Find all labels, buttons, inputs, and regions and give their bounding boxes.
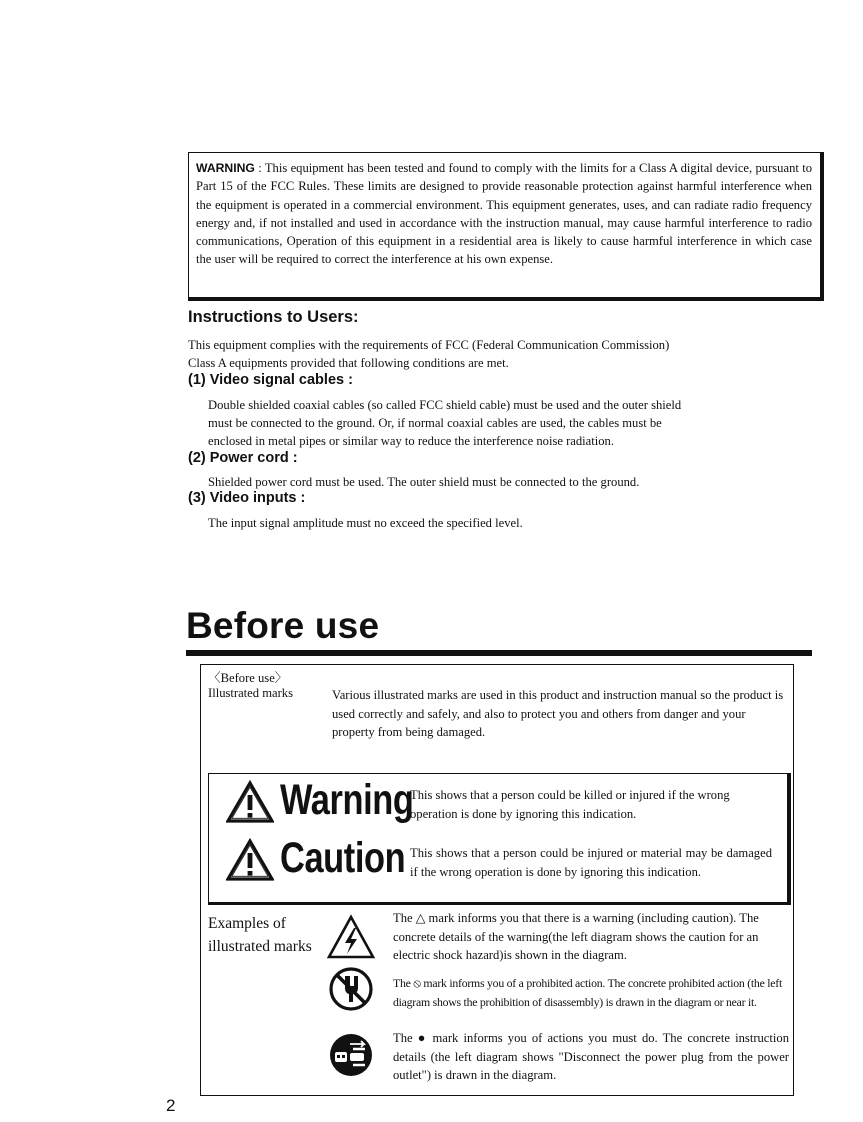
item-power-cord-line1: Shielded power cord must be used. The outer shield must be connected to the ground. — [208, 475, 640, 489]
before-use-tag: 〈Before use〉 — [208, 671, 288, 685]
examples-title — [208, 912, 312, 958]
caution-triangle-icon — [226, 838, 274, 882]
item-video-inputs-line1: The input signal amplitude must no exceed the specified level. — [208, 516, 523, 530]
mandatory-mark-text: The ● mark informs you of actions you must do. The concrete instruction details (the left diagram shows "Disconnect the power plug from the power outlet") is drawn in the diagram. — [393, 1031, 789, 1082]
item-video-signal-title: (1) Video signal cables : — [188, 372, 353, 388]
prohibited-mark-text: The ⦸ mark informs you of a prohibited action. The concrete prohibited action (the left diagram shows the prohibition of disassembly) is drawn in the diagram or near it. — [393, 976, 782, 1009]
fcc-warning-text: : This equipment has been tested and found to comply with the limits for a Class A digital device, pursuant to Part 15 of the FCC Rules. These limits are designed to provide reasonable protection against harmful interference when the equipment is operated in a commercial environment. This equipment generates, uses, and can radiate radio frequency energy and, if not installed and used in accordance with the instruction manual, may cause harmful interference to radio communications, Operation of this equipment in a residential area is likely to cause harmful interference in which case the user will be required to correct the interference at his own expense. — [196, 161, 812, 267]
caution-description: This shows that a person could be injured or material may be damaged if the wrong operation is done by ignoring this indication. — [410, 846, 772, 879]
examples-title-line2: illustrated marks — [208, 938, 312, 955]
examples-title-line1: Examples of — [208, 915, 286, 932]
electric-shock-triangle-icon — [326, 914, 376, 960]
warning-description: This shows that a person could be killed or injured if the wrong operation is done by ignoring this indication. — [410, 788, 730, 821]
caution-word: Caution — [280, 834, 406, 882]
disconnect-plug-icon — [328, 1032, 374, 1078]
item-video-signal-line2: must be connected to the ground. Or, if normal coaxial cables are used, the cables must be — [208, 416, 662, 430]
item-power-cord-title: (2) Power cord : — [188, 450, 298, 466]
no-disassembly-icon — [328, 966, 374, 1012]
instructions-heading: Instructions to Users: — [188, 308, 359, 326]
instructions-intro-line1: This equipment complies with the requirements of FCC (Federal Communication Commission) — [188, 338, 670, 352]
before-use-title: Before use — [186, 605, 380, 646]
warning-word: Warning — [280, 776, 414, 824]
illustrated-marks-text: Various illustrated marks are used in this product and instruction manual so the product is used correctly and safely, and also to protect you and others from danger and your property from being damaged. — [332, 688, 784, 739]
triangle-mark-text: The △ mark informs you that there is a warning (including caution). The concrete details of the warning(the left diagram shows the caution for an electric shock hazard)is shown in the diagram. — [393, 911, 759, 962]
page-number: 2 — [166, 1096, 176, 1115]
fcc-warning-label: WARNING — [196, 161, 255, 175]
before-use-rule — [186, 650, 812, 656]
item-video-inputs-title: (3) Video inputs : — [188, 490, 306, 506]
warning-triangle-icon — [226, 780, 274, 824]
instructions-intro-line2: Class A equipments provided that following conditions are met. — [188, 356, 509, 370]
fcc-warning-box — [188, 152, 824, 301]
item-video-signal-line1: Double shielded coaxial cables (so called FCC shield cable) must be used and the outer shield — [208, 398, 682, 412]
illustrated-marks-label: Illustrated marks — [208, 686, 293, 700]
item-video-signal-line3: enclosed in metal pipes or similar way to reduce the interference noise radiation. — [208, 434, 614, 448]
